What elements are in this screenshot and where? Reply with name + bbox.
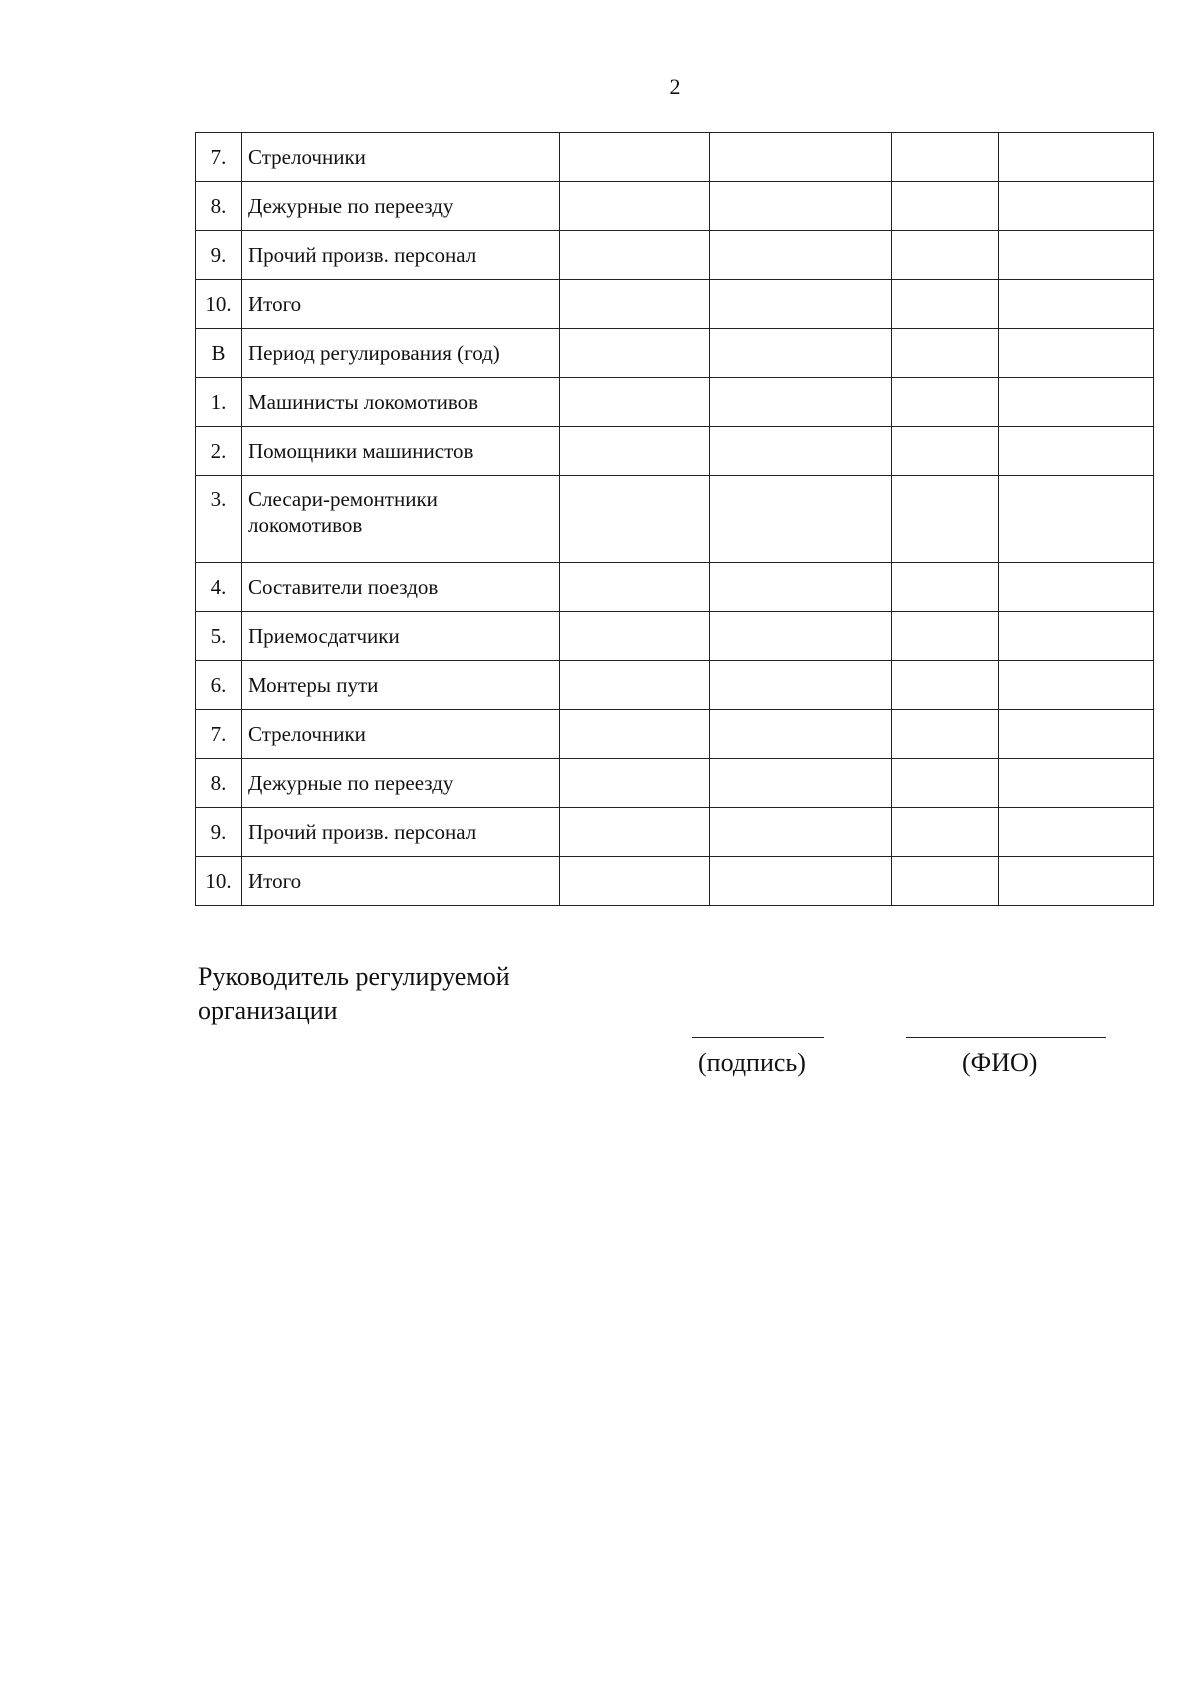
value-cell[interactable] [892,661,999,710]
row-number: 7. [196,133,242,182]
table-row [196,280,1154,329]
value-cell[interactable] [560,329,710,378]
value-cell[interactable] [892,231,999,280]
value-cell[interactable] [892,378,999,427]
value-cell[interactable] [892,808,999,857]
row-category-name: Стрелочники [242,710,560,759]
table-row [196,661,1154,710]
value-cell[interactable] [999,182,1154,231]
table-row [196,231,1154,280]
row-category-name: Слесари-ремонтники локомотивов [242,476,560,563]
value-cell[interactable] [892,759,999,808]
signatory-title-line1: Руководитель регулируемой [198,962,510,991]
table-row [196,427,1154,476]
value-cell[interactable] [560,280,710,329]
table-row [196,857,1154,906]
value-cell[interactable] [999,563,1154,612]
row-number: 3. [196,476,242,563]
table-row [196,563,1154,612]
value-cell[interactable] [560,710,710,759]
value-cell[interactable] [999,280,1154,329]
value-cell[interactable] [560,857,710,906]
value-cell[interactable] [560,182,710,231]
staff-table [195,132,1154,906]
table-row [196,476,1154,563]
value-cell[interactable] [999,329,1154,378]
value-cell[interactable] [892,710,999,759]
row-category-name: Машинисты локомотивов [242,378,560,427]
value-cell[interactable] [999,378,1154,427]
row-category-name: Итого [242,280,560,329]
row-number: 6. [196,661,242,710]
value-cell[interactable] [892,182,999,231]
table-row [196,759,1154,808]
row-category-name: Дежурные по переезду [242,182,560,231]
value-cell[interactable] [892,612,999,661]
table-row [196,182,1154,231]
value-cell[interactable] [560,476,710,563]
row-category-name: Стрелочники [242,133,560,182]
table-row [196,133,1154,182]
row-number: 1. [196,378,242,427]
row-number: 9. [196,231,242,280]
value-cell[interactable] [710,661,892,710]
value-cell[interactable] [999,710,1154,759]
value-cell[interactable] [560,612,710,661]
value-cell[interactable] [560,133,710,182]
value-cell[interactable] [710,329,892,378]
value-cell[interactable] [892,476,999,563]
signatory-title [198,960,510,1028]
value-cell[interactable] [560,427,710,476]
row-category-name: Монтеры пути [242,661,560,710]
table-row [196,710,1154,759]
row-number: 9. [196,808,242,857]
row-number: В [196,329,242,378]
value-cell[interactable] [560,661,710,710]
value-cell[interactable] [999,476,1154,563]
value-cell[interactable] [710,612,892,661]
value-cell[interactable] [892,133,999,182]
value-cell[interactable] [710,378,892,427]
value-cell[interactable] [892,563,999,612]
row-category-name: Дежурные по переезду [242,759,560,808]
table-row [196,808,1154,857]
value-cell[interactable] [710,857,892,906]
value-cell[interactable] [710,280,892,329]
value-cell[interactable] [710,427,892,476]
fio-line[interactable] [906,1037,1106,1038]
table-row [196,378,1154,427]
value-cell[interactable] [999,857,1154,906]
row-number: 10. [196,280,242,329]
row-category-name: Прочий произв. персонал [242,231,560,280]
value-cell[interactable] [710,563,892,612]
signatory-title-line2: организации [198,996,338,1025]
signature-line[interactable] [692,1037,824,1038]
page-number: 2 [669,74,681,99]
row-category-name: Приемосдатчики [242,612,560,661]
value-cell[interactable] [560,808,710,857]
value-cell[interactable] [892,427,999,476]
value-cell[interactable] [710,133,892,182]
row-number: 2. [196,427,242,476]
row-category-name: Помощники машинистов [242,427,560,476]
value-cell[interactable] [710,710,892,759]
value-cell[interactable] [892,329,999,378]
value-cell[interactable] [710,808,892,857]
row-number: 5. [196,612,242,661]
value-cell[interactable] [560,563,710,612]
row-category-name: Период регулирования (год) [242,329,560,378]
value-cell[interactable] [999,427,1154,476]
value-cell[interactable] [710,182,892,231]
row-number: 8. [196,759,242,808]
table-row [196,329,1154,378]
value-cell[interactable] [999,612,1154,661]
row-number: 4. [196,563,242,612]
value-cell[interactable] [999,759,1154,808]
value-cell[interactable] [560,378,710,427]
row-number: 7. [196,710,242,759]
value-cell[interactable] [710,476,892,563]
row-number: 8. [196,182,242,231]
value-cell[interactable] [999,661,1154,710]
row-category-name: Итого [242,857,560,906]
table-row [196,612,1154,661]
value-cell[interactable] [710,759,892,808]
value-cell[interactable] [560,759,710,808]
value-cell[interactable] [999,133,1154,182]
value-cell[interactable] [892,857,999,906]
signature-caption: (подпись) [698,1048,806,1077]
fio-caption: (ФИО) [962,1048,1038,1077]
value-cell[interactable] [999,808,1154,857]
value-cell[interactable] [999,231,1154,280]
row-category-name: Прочий произв. персонал [242,808,560,857]
row-number: 10. [196,857,242,906]
value-cell[interactable] [710,231,892,280]
row-category-name: Составители поездов [242,563,560,612]
value-cell[interactable] [560,231,710,280]
table-body [196,133,1154,906]
value-cell[interactable] [892,280,999,329]
